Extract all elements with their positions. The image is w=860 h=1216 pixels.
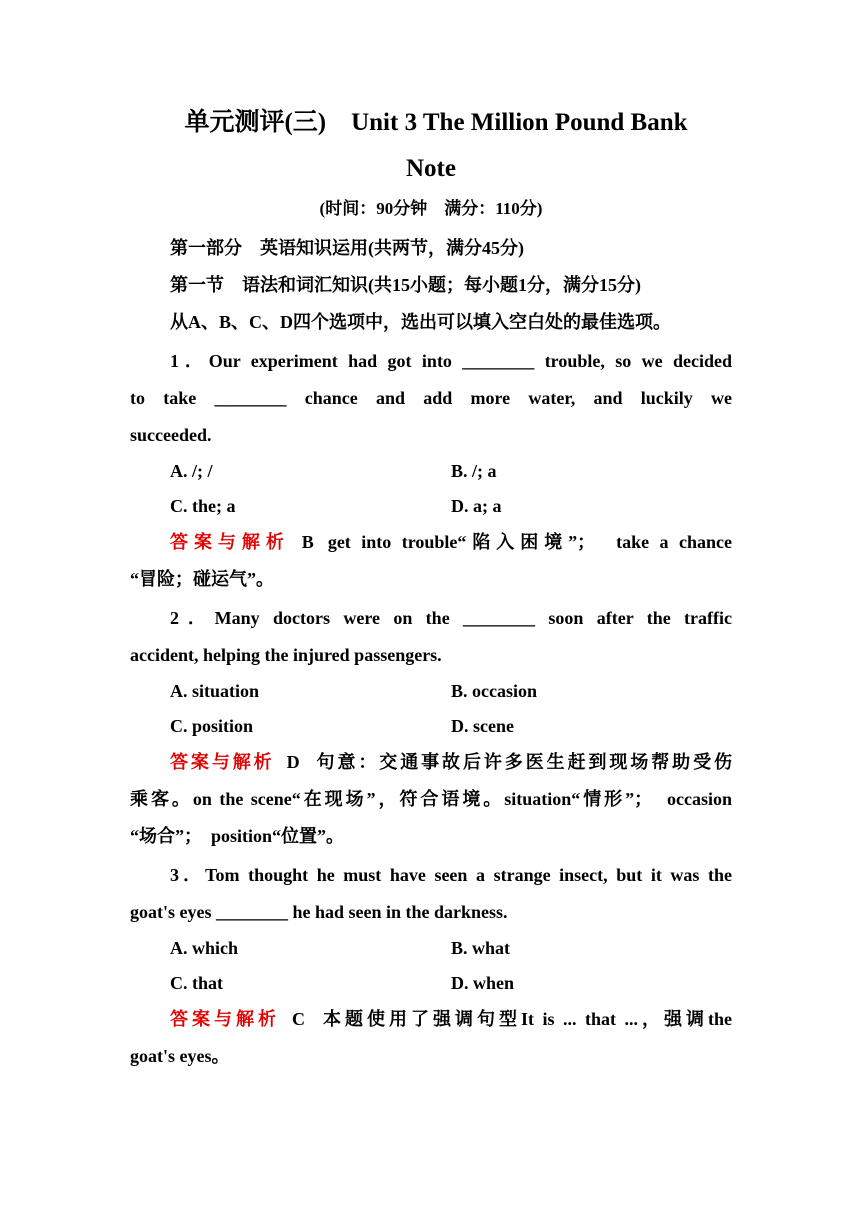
explanation-text: get into trouble“陷入困境”； take a chance <box>327 532 732 552</box>
options-row <box>130 709 732 744</box>
question-1 <box>130 343 732 598</box>
question-stem: 2．Many doctors were on the ________ soon after the traffic <box>170 608 732 628</box>
document-page <box>130 100 732 1075</box>
explanation-text: 本题使用了强调句型It is ... that ...，强调the <box>319 1009 732 1029</box>
page-title: 单元测评(三) Unit 3 The Million Pound Bank <box>184 109 688 136</box>
answer-key: D <box>286 752 300 772</box>
answer-explanation <box>130 744 732 781</box>
question-stem: succeeded. <box>130 425 212 445</box>
option-d: D. a; a <box>451 496 502 516</box>
options-row <box>130 931 732 966</box>
explanation-text: 句意：交通事故后许多医生赶到现场帮助受伤 <box>313 752 733 772</box>
explanation-text: “场合”； position“位置”。 <box>130 826 345 846</box>
page-title-continued: Note <box>406 155 456 182</box>
option-c: C. the; a <box>170 496 236 516</box>
answer-label: 答案与解析 <box>170 752 275 772</box>
question-stem: to take ________ chance and add more water, and luckily we <box>130 388 732 408</box>
options-row <box>130 966 732 1001</box>
answer-explanation <box>130 524 732 561</box>
answer-explanation <box>130 1001 732 1038</box>
options-row <box>130 489 732 524</box>
part-heading: 第一部分 英语知识运用(共两节，满分45分) <box>170 238 524 258</box>
answer-label: 答案与解析 <box>170 532 290 552</box>
option-c: C. that <box>170 973 223 993</box>
option-b: B. what <box>451 938 511 958</box>
option-d: D. when <box>451 973 515 993</box>
question-stem: 1．Our experiment had got into ________ trouble, so we decided <box>170 351 732 371</box>
explanation-text: 乘客。on the scene“在现场”，符合语境。situation“情形”； occasion <box>130 789 732 809</box>
explanation-text: “冒险；碰运气”。 <box>130 569 274 589</box>
answer-label: 答案与解析 <box>170 1009 280 1029</box>
question-stem: accident, helping the injured passengers. <box>130 645 442 665</box>
section-heading: 第一节 语法和词汇知识(共15小题；每小题1分，满分15分) <box>170 275 641 295</box>
question-stem: 3．Tom thought he must have seen a strange insect, but it was the <box>170 865 732 885</box>
question-stem: goat's eyes ________ he had seen in the darkness. <box>130 902 508 922</box>
question-3 <box>130 857 732 1075</box>
option-d: D. scene <box>451 716 514 736</box>
options-row <box>130 674 732 709</box>
option-b: B. /; a <box>451 461 497 481</box>
question-2 <box>130 600 732 855</box>
option-a: A. which <box>170 938 239 958</box>
option-a: A. /; / <box>170 461 213 481</box>
answer-key: C <box>292 1009 305 1029</box>
explanation-text: goat's eyes。 <box>130 1046 230 1066</box>
option-b: B. occasion <box>451 681 538 701</box>
exam-meta: (时间：90分钟 满分：110分) <box>319 199 543 218</box>
instruction: 从A、B、C、D四个选项中，选出可以填入空白处的最佳选项。 <box>170 312 672 332</box>
option-a: A. situation <box>170 681 260 701</box>
option-c: C. position <box>170 716 254 736</box>
answer-key: B <box>301 532 314 552</box>
options-row <box>130 454 732 489</box>
